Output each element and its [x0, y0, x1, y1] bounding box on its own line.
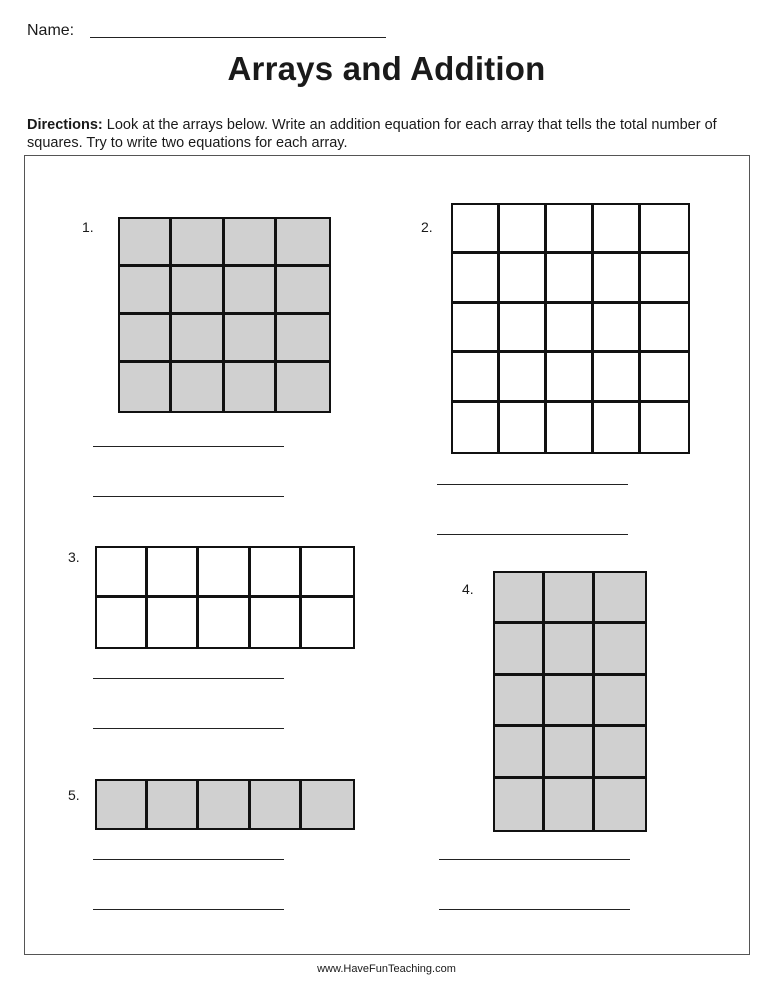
directions-label: Directions:	[27, 117, 103, 133]
array-square	[545, 727, 595, 778]
array-square	[547, 205, 594, 254]
array-square	[277, 315, 329, 363]
name-label: Name:	[27, 22, 75, 39]
array-number-5: 5.	[68, 787, 80, 803]
array-square	[277, 219, 329, 267]
array-1	[118, 217, 331, 413]
array-square	[199, 548, 250, 598]
array-square	[277, 363, 329, 411]
array-square	[594, 304, 641, 353]
array-square	[453, 254, 500, 303]
array-square	[251, 548, 302, 598]
array-square	[594, 353, 641, 402]
array-square	[594, 254, 641, 303]
answer-line-1b[interactable]	[93, 496, 284, 497]
array-square	[495, 624, 545, 675]
array-square	[225, 363, 277, 411]
array-square	[595, 573, 645, 624]
array-square	[97, 781, 148, 828]
array-square	[495, 779, 545, 830]
directions	[27, 116, 747, 152]
array-square	[225, 219, 277, 267]
array-2	[451, 203, 690, 454]
array-square	[302, 548, 353, 598]
array-square	[453, 304, 500, 353]
array-square	[225, 315, 277, 363]
array-square	[500, 353, 547, 402]
array-square	[225, 267, 277, 315]
array-4	[493, 571, 647, 832]
array-square	[595, 676, 645, 727]
array-square	[641, 403, 688, 452]
array-square	[120, 363, 172, 411]
array-square	[172, 267, 224, 315]
array-number-3: 3.	[68, 549, 80, 565]
array-square	[500, 403, 547, 452]
array-square	[594, 403, 641, 452]
array-number-4: 4.	[462, 581, 474, 597]
array-square	[500, 254, 547, 303]
array-square	[545, 624, 595, 675]
array-square	[148, 598, 199, 648]
array-square	[545, 779, 595, 830]
array-square	[547, 304, 594, 353]
array-square	[545, 573, 595, 624]
array-number-1: 1.	[82, 219, 94, 235]
array-square	[641, 304, 688, 353]
answer-line-1a[interactable]	[93, 446, 284, 447]
array-square	[595, 727, 645, 778]
array-square	[545, 676, 595, 727]
array-square	[500, 205, 547, 254]
array-square	[251, 598, 302, 648]
answer-line-4b[interactable]	[439, 909, 630, 910]
array-square	[172, 363, 224, 411]
footer-website: www.HaveFunTeaching.com	[317, 963, 456, 975]
array-square	[172, 219, 224, 267]
array-square	[148, 548, 199, 598]
array-square	[547, 403, 594, 452]
array-square	[453, 403, 500, 452]
array-square	[302, 781, 353, 828]
array-square	[453, 353, 500, 402]
array-square	[302, 598, 353, 648]
array-square	[495, 573, 545, 624]
array-square	[641, 353, 688, 402]
array-square	[547, 353, 594, 402]
answer-line-2b[interactable]	[437, 534, 628, 535]
name-input-line[interactable]	[90, 37, 386, 38]
array-square	[251, 781, 302, 828]
array-square	[595, 779, 645, 830]
array-square	[641, 254, 688, 303]
answer-line-2a[interactable]	[437, 484, 628, 485]
array-square	[453, 205, 500, 254]
array-square	[495, 676, 545, 727]
array-square	[500, 304, 547, 353]
array-square	[148, 781, 199, 828]
array-square	[199, 781, 250, 828]
array-square	[277, 267, 329, 315]
answer-line-5b[interactable]	[93, 909, 284, 910]
array-square	[595, 624, 645, 675]
array-3	[95, 546, 355, 649]
answer-line-4a[interactable]	[439, 859, 630, 860]
array-square	[172, 315, 224, 363]
answer-line-3b[interactable]	[93, 728, 284, 729]
directions-text: Look at the arrays below. Write an addition equation for each array that tells the total number of squares. Try to write two equations for each array.	[27, 117, 717, 151]
array-square	[97, 598, 148, 648]
array-square	[547, 254, 594, 303]
array-square	[120, 315, 172, 363]
page-title: Arrays and Addition	[227, 50, 546, 87]
array-square	[120, 219, 172, 267]
answer-line-3a[interactable]	[93, 678, 284, 679]
array-square	[641, 205, 688, 254]
array-square	[199, 598, 250, 648]
array-square	[97, 548, 148, 598]
array-square	[120, 267, 172, 315]
answer-line-5a[interactable]	[93, 859, 284, 860]
array-5	[95, 779, 355, 830]
array-square	[495, 727, 545, 778]
array-square	[594, 205, 641, 254]
array-number-2: 2.	[421, 219, 433, 235]
